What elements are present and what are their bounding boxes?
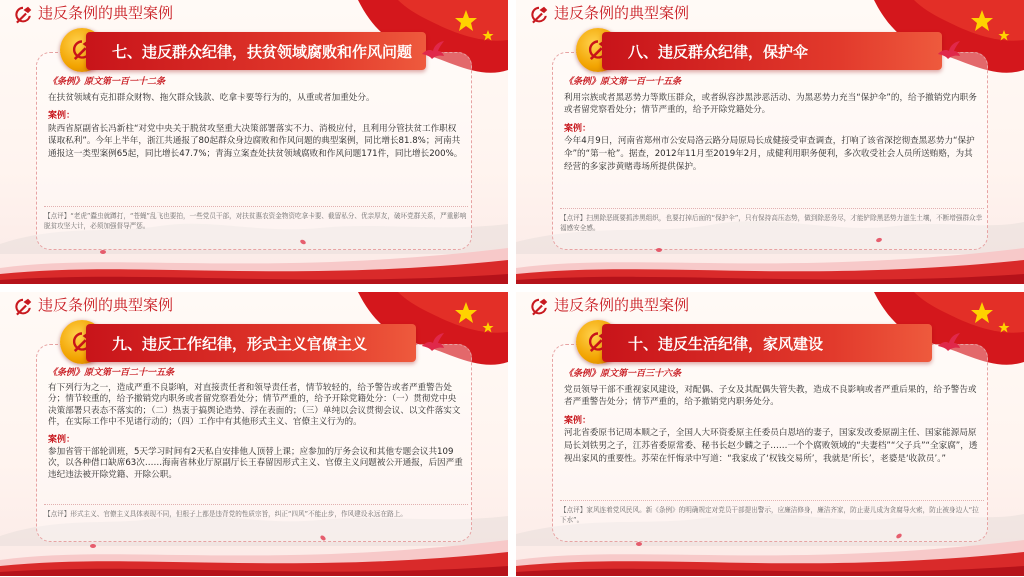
case-text: 河北省委原书记周本顺之子，全国人大环资委原主任委员白恩培的妻子，国家发改委原副主任、国家能源局原局长刘铁男之子，江苏省委原常委、秘书长赵少麟之子……一个个腐败领域的“夫妻档”“父子兵”“全家腐”，透视出家风的重要性。苏荣在忏悔录中写道：“我家成了‘权钱交易所’，我就是‘所长’，老婆是‘收款员’。” <box>564 428 978 464</box>
slide-body <box>564 368 980 465</box>
article-title: 《条例》原文第一百一十五条 <box>564 77 682 87</box>
petal <box>90 544 96 548</box>
dove-icon <box>420 332 446 354</box>
slide-body <box>564 76 980 173</box>
commentary: 【点评】“老虎”蠹虫就蹲打，“苍蝇”乱飞也要拍，一些党员干部，对扶贫惠农资金物资吃拿卡要、截留私分、优亲厚友，破坏党群关系，严重影响脱贫攻坚大计，必须加强督导严惩。 <box>44 206 468 231</box>
petal <box>656 248 662 252</box>
slide-8 <box>516 0 1024 284</box>
slide-header: 违反条例的典型案例 <box>38 296 174 314</box>
dove-icon <box>936 332 962 354</box>
article-text: 有下列行为之一，造成严重不良影响，对直接责任者和领导责任者，情节较轻的，给予警告或者严重警告处分；情节较重的，给予撤销党内职务或者留党察看处分；情节严重的，给予开除党籍处分：（一）贯彻党中央决策部署只表态不落实的；（二）热衷于搞舆论造势、浮在表面的；（三）单纯以会议贯彻会议、以文件落实文件，在实际工作中不见诸行动的；（四）工作中有其他形式主义、官僚主义行为的。 <box>48 382 461 428</box>
hammer-sickle-icon <box>12 4 34 26</box>
section-banner: 八、违反群众纪律，保护伞 <box>602 32 942 70</box>
hammer-sickle-icon <box>528 296 550 318</box>
commentary: 【点评】家风连着党风民风。新《条例》的明确规定对党员干部提出警示，应廉洁修身，廉洁齐家，防止妻儿成为贪腐导火索，防止被身边人“拉下水”。 <box>560 500 984 525</box>
case-label: 案例： <box>564 415 592 426</box>
article-title: 《条例》原文第一百三十六条 <box>564 369 682 379</box>
case-label: 案例： <box>48 111 76 122</box>
slide-7 <box>0 0 508 284</box>
hammer-sickle-icon <box>528 4 550 26</box>
section-banner: 九、违反工作纪律，形式主义官僚主义 <box>86 324 416 362</box>
section-banner: 七、违反群众纪律，扶贫领域腐败和作风问题 <box>86 32 426 70</box>
article-title: 《条例》原文第一百一十二条 <box>48 77 166 87</box>
slide-body <box>48 368 464 481</box>
slide-9 <box>0 292 508 576</box>
case-text: 陕西省原副省长冯新柱“对党中央关于脱贫攻坚重大决策部署落实不力、消极应付，且利用分管扶贫工作职权谋取私利”。今年上半年，浙江共通报了80起群众身边腐败和作风问题的典型案例，同比增长81.8%；河南共通报这一类型案例65起，同比增长47.7%；青海立案查处扶贫领域腐败和作风问题171件，同比增长200%。 <box>48 123 463 159</box>
article-text: 利用宗族或者黑恶势力等欺压群众，或者纵容涉黑涉恶活动、为黑恶势力充当“保护伞”的，给予撤销党内职务或者留党察看处分；情节严重的，给予开除党籍处分。 <box>564 92 977 116</box>
slide-10 <box>516 292 1024 576</box>
dove-icon <box>420 40 446 62</box>
petal <box>636 542 642 546</box>
case-label: 案例： <box>48 434 76 445</box>
slide-body <box>48 76 464 161</box>
dove-icon <box>936 40 962 62</box>
case-label: 案例： <box>564 123 592 134</box>
slide-header: 违反条例的典型案例 <box>554 4 690 22</box>
article-title: 《条例》原文第一百二十一五条 <box>48 368 175 378</box>
petal <box>100 250 106 254</box>
slide-header: 违反条例的典型案例 <box>554 296 690 314</box>
article-text: 党员领导干部不重视家风建设，对配偶、子女及其配偶失管失教，造成不良影响或者严重后果的，给予警告或者严重警告处分；情节严重的，给予撤销党内职务处分。 <box>564 384 977 408</box>
case-text: 参加省管干部轮训班，5天学习时间有2天私自安排他人顶替上课；应参加的厅务会议和其他专题会议共109次，以各种借口缺席63次……海南省林业厅原副厅长王春留因形式主义、官僚主义问题被公开通报，后因严重违纪违法被开除党籍、开除公职。 <box>48 446 463 480</box>
commentary: 【点评】形式主义、官僚主义具体表现不同，但根子上都是违背党的性质宗旨，纠正“四风”不能止步，作风建设永远在路上。 <box>44 504 468 519</box>
article-text: 在扶贫领域有克扣群众财物、拖欠群众钱款、吃拿卡要等行为的，从重或者加重处分。 <box>48 92 375 103</box>
hammer-sickle-icon <box>12 296 34 318</box>
slide-header: 违反条例的典型案例 <box>38 4 174 22</box>
case-text: 今年4月9日，河南省郑州市公安局洛云路分局原局长成健接受审查调查，打响了该省深挖彻查黑恶势力“保护伞”的“第一枪”。据查，2012年11月至2019年2月，成健利用职务便利，多次收受社会人员所送贿赂，为其经营的多家涉黄赌毒场所提供保护。 <box>564 136 975 172</box>
section-banner: 十、违反生活纪律，家风建设 <box>602 324 932 362</box>
commentary: 【点评】扫黑除恶既要抓涉黑组织，也要打掉后面的“保护伞”，只有保持高压态势，做到除恶务尽，才能铲除黑恶势力滋生土壤，不断增强群众幸福感安全感。 <box>560 208 984 233</box>
